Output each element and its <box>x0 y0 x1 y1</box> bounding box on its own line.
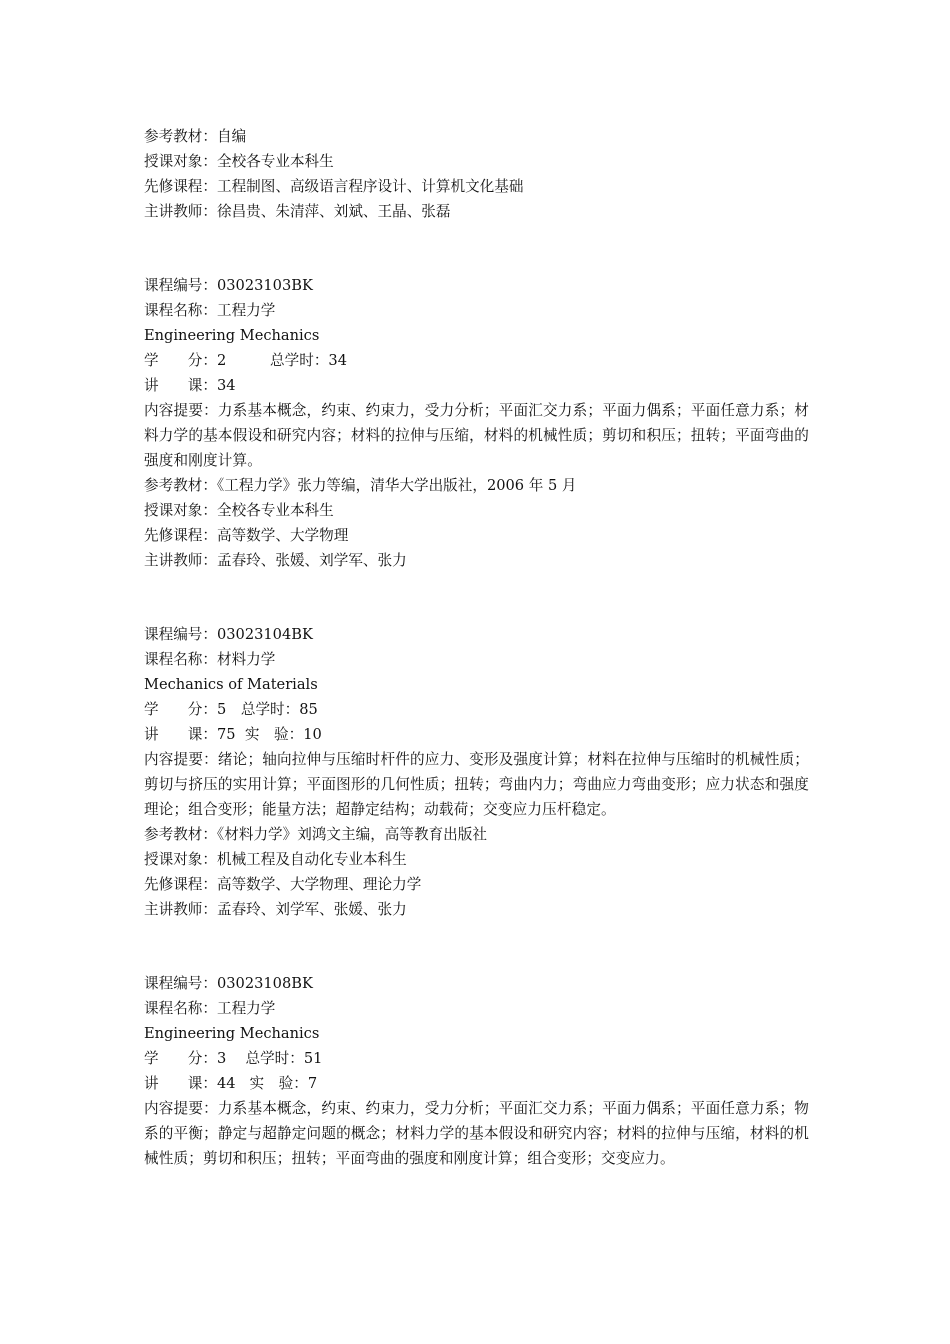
course-credits: 学 分：3 总学时：51 <box>144 1050 323 1067</box>
course-summary: 内容提要：绪论；轴向拉伸与压缩时杆件的应力、变形及强度计算；材料在拉伸与压缩时的机械性质；剪切与挤压的实用计算；平面图形的几何性质；扭转；弯曲内力；弯曲应力弯曲变形；应力状态和强度理论；组合变形；能量方法；超静定结构；动载荷；交变应力压杆稳定。 <box>144 751 809 818</box>
textbook-line: 参考教材：《材料力学》刘鸿文主编，高等教育出版社 <box>144 826 487 843</box>
course-summary: 内容提要：力系基本概念，约束、约束力，受力分析；平面汇交力系；平面力偶系；平面任意力系；物系的平衡；静定与超静定问题的概念；材料力学的基本假设和研究内容；材料的拉伸与压缩，材料的机械性质；剪切和积压；扭转；平面弯曲的强度和刚度计算；组合变形；交变应力。 <box>144 1100 809 1167</box>
teachers-line: 主讲教师：孟春玲、刘学军、张媛、张力 <box>144 901 407 918</box>
course-name: 课程名称：工程力学 <box>144 1000 276 1017</box>
audience-line: 授课对象：全校各专业本科生 <box>144 502 334 519</box>
teachers-line: 主讲教师：徐昌贵、朱清萍、刘斌、王晶、张磊 <box>144 203 451 220</box>
prerequisite-line: 先修课程：高等数学、大学物理 <box>144 527 349 544</box>
course-english-name: Mechanics of Materials <box>144 676 318 693</box>
course-lecture-hours: 讲 课：34 <box>144 377 236 394</box>
section-spacer <box>144 224 809 273</box>
audience-line: 授课对象：机械工程及自动化专业本科生 <box>144 851 407 868</box>
course-credits: 学 分：5 总学时：85 <box>144 701 318 718</box>
course-entry-03023104BK <box>144 622 809 922</box>
course-lecture-hours: 讲 课：75 实 验：10 <box>144 726 322 743</box>
prerequisite-line: 先修课程：工程制图、高级语言程序设计、计算机文化基础 <box>144 178 524 195</box>
teachers-line: 主讲教师：孟春玲、张媛、刘学军、张力 <box>144 552 407 569</box>
course-english-name: Engineering Mechanics <box>144 1025 320 1042</box>
course-credits: 学 分：2 总学时：34 <box>144 352 347 369</box>
course-english-name: Engineering Mechanics <box>144 327 320 344</box>
prerequisite-line: 先修课程：高等数学、大学物理、理论力学 <box>144 876 422 893</box>
course-name: 课程名称：工程力学 <box>144 302 276 319</box>
course-code: 课程编号：03023108BK <box>144 975 313 992</box>
course-entry-03023103BK <box>144 273 809 573</box>
section-spacer <box>144 573 809 622</box>
document-page <box>144 124 809 1171</box>
course-lecture-hours: 讲 课：44 实 验：7 <box>144 1075 318 1092</box>
course-name: 课程名称：材料力学 <box>144 651 276 668</box>
section-spacer <box>144 922 809 971</box>
audience-line: 授课对象：全校各专业本科生 <box>144 153 334 170</box>
textbook-line: 参考教材：自编 <box>144 128 247 145</box>
course-code: 课程编号：03023103BK <box>144 277 313 294</box>
course-code: 课程编号：03023104BK <box>144 626 313 643</box>
textbook-line: 参考教材：《工程力学》张力等编，清华大学出版社，2006 年 5 月 <box>144 477 577 494</box>
course-entry-03023108BK <box>144 971 809 1171</box>
course-summary: 内容提要：力系基本概念，约束、约束力，受力分析；平面汇交力系；平面力偶系；平面任意力系；材料力学的基本假设和研究内容；材料的拉伸与压缩，材料的机械性质；剪切和积压；扭转；平面弯曲的强度和刚度计算。 <box>144 402 809 469</box>
